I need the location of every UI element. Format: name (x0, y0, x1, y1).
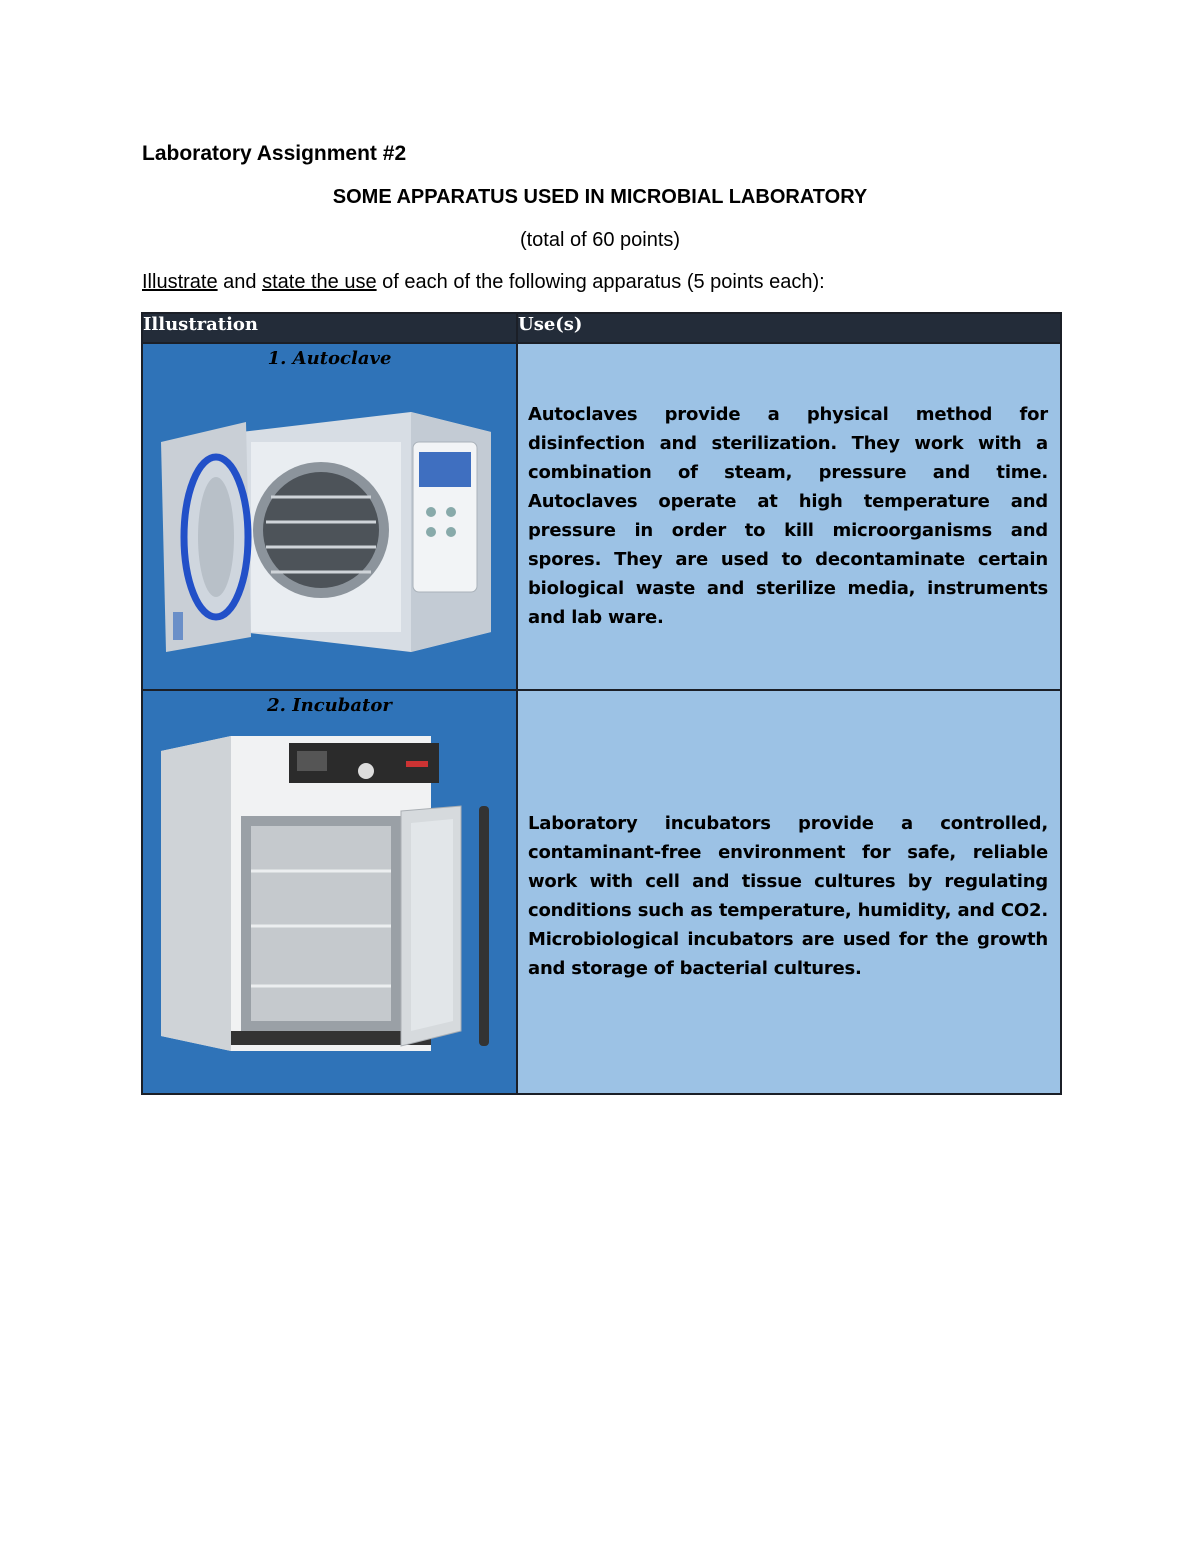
apparatus-table (141, 312, 1062, 1095)
illustration-cell (142, 343, 517, 690)
instruction-and: and (217, 271, 263, 293)
use-cell (517, 690, 1061, 1094)
incubator-image (161, 731, 506, 1061)
table-row (142, 343, 1061, 690)
instruction-state-use: state the use (262, 271, 377, 293)
apparatus-label: 2. Incubator (267, 695, 392, 716)
column-header-uses: Use(s) (517, 313, 1061, 343)
table-header-row (142, 313, 1061, 343)
instruction-illustrate: Illustrate (142, 271, 218, 293)
instruction-text (142, 271, 825, 294)
points-subtitle: (total of 60 points) (519, 229, 681, 251)
use-description: Laboratory incubators provide a controlled, contaminant-free environment for safe, reliable work with cell and tissue cultures by regulating conditions such as temperature, humidity, and CO2. Microbiological incubators are used for the growth and storage of bacterial cultures. (528, 813, 1048, 979)
assignment-heading: Laboratory Assignment #2 (142, 142, 407, 165)
apparatus-label: 1. Autoclave (267, 348, 392, 369)
use-description: Autoclaves provide a physical method for disinfection and sterilization. They work with a combination of steam, pressure and time. Autoclaves operate at high temperature and pressure in order to kill microorganisms and spores. They are used to decontaminate certain biological waste and sterilize media, instruments and lab ware. (528, 404, 1048, 628)
instruction-rest: of each of the following apparatus (5 points each): (376, 271, 825, 293)
page-title: SOME APPARATUS USED IN MICROBIAL LABORATORY (332, 186, 868, 208)
illustration-cell (142, 690, 517, 1094)
use-cell (517, 343, 1061, 690)
autoclave-image (161, 402, 491, 662)
column-header-illustration: Illustration (142, 313, 517, 343)
table-row (142, 690, 1061, 1094)
